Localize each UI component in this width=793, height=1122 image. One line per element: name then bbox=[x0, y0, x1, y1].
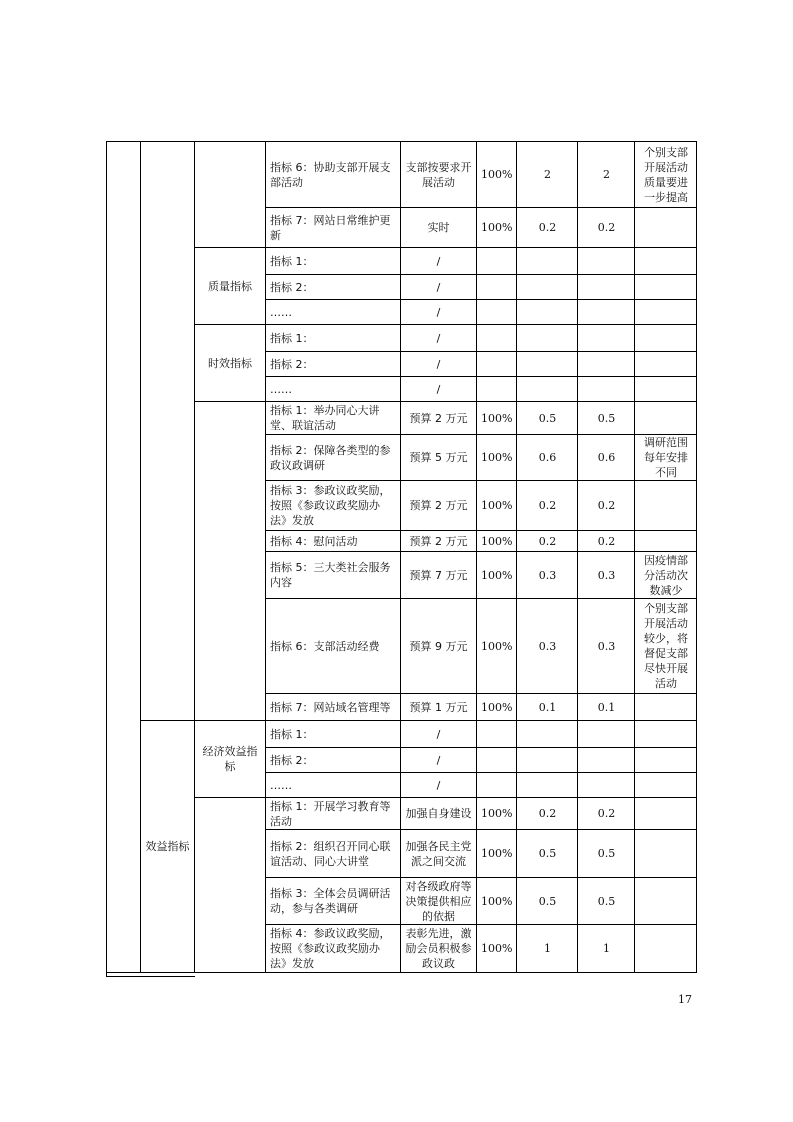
planned-value-cell: 0.3 bbox=[517, 599, 578, 694]
planned-value-cell: 0.2 bbox=[517, 531, 578, 552]
planned-value-cell bbox=[517, 248, 578, 275]
indicator-name-cell: 指标 4：慰问活动 bbox=[266, 531, 401, 552]
indicator-name-cell: 指标 1：开展学习教育等活动 bbox=[266, 798, 401, 830]
target-value-cell: 预算 9 万元 bbox=[401, 599, 477, 694]
indicator-name-cell: 指标 2：组织召开同心联谊活动、同心大讲堂 bbox=[266, 830, 401, 878]
level2-indicator-cell bbox=[195, 402, 266, 721]
actual-value-cell: 0.5 bbox=[578, 878, 635, 925]
target-value-cell: / bbox=[401, 773, 477, 798]
planned-value-cell bbox=[517, 300, 578, 325]
actual-value-cell bbox=[578, 325, 635, 352]
indicator-name-cell: 指标 2： bbox=[266, 275, 401, 300]
planned-value-cell: 0.2 bbox=[517, 798, 578, 830]
actual-value-cell: 1 bbox=[578, 925, 635, 973]
indicator-name-cell: 指标 5：三大类社会服务内容 bbox=[266, 552, 401, 599]
deviation-note-cell bbox=[635, 531, 697, 552]
planned-value-cell bbox=[517, 325, 578, 352]
actual-value-cell: 0.2 bbox=[578, 798, 635, 830]
planned-value-cell bbox=[517, 773, 578, 798]
page-number: 17 bbox=[678, 993, 692, 1006]
target-value-cell: / bbox=[401, 275, 477, 300]
actual-value-cell: 0.1 bbox=[578, 694, 635, 721]
target-value-cell: 表彰先进，激励会员积极参政议政 bbox=[401, 925, 477, 973]
weight-cell: 100% bbox=[477, 878, 517, 925]
indicator-name-cell: 指标 2： bbox=[266, 748, 401, 773]
level2-indicator-cell bbox=[195, 798, 266, 973]
planned-value-cell bbox=[517, 721, 578, 748]
indicator-name-cell: …… bbox=[266, 377, 401, 402]
indicator-name-cell: 指标 7：网站日常维护更新 bbox=[266, 208, 401, 248]
target-value-cell: 实时 bbox=[401, 208, 477, 248]
indicator-name-cell: 指标 2：保障各类型的参政议政调研 bbox=[266, 435, 401, 481]
weight-cell: 100% bbox=[477, 531, 517, 552]
level2-indicator-cell: 时效指标 bbox=[195, 325, 266, 402]
level2-indicator-cell: 质量指标 bbox=[195, 248, 266, 325]
indicator-name-cell: 指标 6：协助支部开展支部活动 bbox=[266, 142, 401, 208]
actual-value-cell: 0.2 bbox=[578, 531, 635, 552]
weight-cell: 100% bbox=[477, 435, 517, 481]
actual-value-cell: 0.3 bbox=[578, 552, 635, 599]
indicator-name-cell: …… bbox=[266, 773, 401, 798]
target-value-cell: 预算 5 万元 bbox=[401, 435, 477, 481]
weight-cell bbox=[477, 275, 517, 300]
actual-value-cell bbox=[578, 377, 635, 402]
actual-value-cell: 0.2 bbox=[578, 208, 635, 248]
indicator-name-cell: 指标 1： bbox=[266, 721, 401, 748]
deviation-note-cell bbox=[635, 377, 697, 402]
target-value-cell: 预算 2 万元 bbox=[401, 531, 477, 552]
target-value-cell: / bbox=[401, 300, 477, 325]
deviation-note-cell bbox=[635, 748, 697, 773]
level1-indicator-cell: 效益指标 bbox=[141, 721, 195, 973]
deviation-note-cell bbox=[635, 798, 697, 830]
actual-value-cell bbox=[578, 748, 635, 773]
indicator-name-cell: 指标 1： bbox=[266, 248, 401, 275]
target-value-cell: 对各级政府等决策提供相应的依据 bbox=[401, 878, 477, 925]
planned-value-cell: 0.3 bbox=[517, 552, 578, 599]
deviation-note-cell: 因疫情部分活动次数减少 bbox=[635, 552, 697, 599]
actual-value-cell: 0.5 bbox=[578, 402, 635, 435]
actual-value-cell: 2 bbox=[578, 142, 635, 208]
planned-value-cell: 0.2 bbox=[517, 208, 578, 248]
planned-value-cell: 0.5 bbox=[517, 830, 578, 878]
planned-value-cell bbox=[517, 352, 578, 377]
target-value-cell: 支部按要求开展活动 bbox=[401, 142, 477, 208]
deviation-note-cell bbox=[635, 721, 697, 748]
planned-value-cell: 0.2 bbox=[517, 481, 578, 531]
level1-indicator-cell bbox=[141, 142, 195, 721]
planned-value-cell: 1 bbox=[517, 925, 578, 973]
actual-value-cell: 0.5 bbox=[578, 830, 635, 878]
weight-cell: 100% bbox=[477, 142, 517, 208]
deviation-note-cell bbox=[635, 275, 697, 300]
target-value-cell: 预算 1 万元 bbox=[401, 694, 477, 721]
indicator-name-cell: 指标 4：参政议政奖励，按照《参政议政奖励办法》发放 bbox=[266, 925, 401, 973]
planned-value-cell bbox=[517, 748, 578, 773]
table-row bbox=[107, 325, 697, 352]
planned-value-cell: 2 bbox=[517, 142, 578, 208]
target-value-cell: / bbox=[401, 377, 477, 402]
planned-value-cell bbox=[517, 377, 578, 402]
target-value-cell: / bbox=[401, 748, 477, 773]
weight-cell bbox=[477, 248, 517, 275]
deviation-note-cell bbox=[635, 694, 697, 721]
table-row bbox=[107, 402, 697, 435]
deviation-note-cell bbox=[635, 300, 697, 325]
indicator-name-cell: …… bbox=[266, 300, 401, 325]
actual-value-cell bbox=[578, 352, 635, 377]
weight-cell bbox=[477, 748, 517, 773]
actual-value-cell: 0.6 bbox=[578, 435, 635, 481]
weight-cell bbox=[477, 773, 517, 798]
level2-indicator-cell bbox=[195, 142, 266, 248]
actual-value-cell bbox=[578, 248, 635, 275]
deviation-note-cell bbox=[635, 481, 697, 531]
indicator-name-cell: 指标 7：网站域名管理等 bbox=[266, 694, 401, 721]
deviation-note-cell bbox=[635, 248, 697, 275]
weight-cell bbox=[477, 300, 517, 325]
deviation-note-cell: 个别支部开展活动质量要进一步提高 bbox=[635, 142, 697, 208]
target-value-cell: / bbox=[401, 352, 477, 377]
deviation-note-cell: 个别支部开展活动较少，将督促支部尽快开展活动 bbox=[635, 599, 697, 694]
table-row bbox=[107, 721, 697, 748]
deviation-note-cell bbox=[635, 325, 697, 352]
indicator-name-cell: 指标 2： bbox=[266, 352, 401, 377]
weight-cell bbox=[477, 352, 517, 377]
weight-cell: 100% bbox=[477, 481, 517, 531]
deviation-note-cell bbox=[635, 830, 697, 878]
target-value-cell: / bbox=[401, 721, 477, 748]
table-row bbox=[107, 798, 697, 830]
level2-indicator-cell: 经济效益指标 bbox=[195, 721, 266, 798]
indicator-name-cell: 指标 1： bbox=[266, 325, 401, 352]
weight-cell bbox=[477, 325, 517, 352]
planned-value-cell bbox=[517, 275, 578, 300]
weight-cell: 100% bbox=[477, 694, 517, 721]
table-row bbox=[107, 142, 697, 208]
actual-value-cell bbox=[578, 721, 635, 748]
weight-cell: 100% bbox=[477, 925, 517, 973]
planned-value-cell: 0.6 bbox=[517, 435, 578, 481]
deviation-note-cell: 调研范围每年安排不同 bbox=[635, 435, 697, 481]
target-value-cell: / bbox=[401, 248, 477, 275]
deviation-note-cell bbox=[635, 925, 697, 973]
deviation-note-cell bbox=[635, 773, 697, 798]
deviation-note-cell bbox=[635, 208, 697, 248]
actual-value-cell: 0.2 bbox=[578, 481, 635, 531]
target-value-cell: 预算 7 万元 bbox=[401, 552, 477, 599]
target-value-cell: 预算 2 万元 bbox=[401, 402, 477, 435]
level1-category-cell bbox=[107, 142, 141, 973]
weight-cell: 100% bbox=[477, 402, 517, 435]
indicator-name-cell: 指标 6：支部活动经费 bbox=[266, 599, 401, 694]
actual-value-cell bbox=[578, 300, 635, 325]
table-row bbox=[107, 248, 697, 275]
weight-cell: 100% bbox=[477, 208, 517, 248]
weight-cell: 100% bbox=[477, 599, 517, 694]
indicator-name-cell: 指标 3：参政议政奖励，按照《参政议政奖励办法》发放 bbox=[266, 481, 401, 531]
deviation-note-cell bbox=[635, 878, 697, 925]
target-value-cell: 预算 2 万元 bbox=[401, 481, 477, 531]
target-value-cell: 加强各民主党派之间交流 bbox=[401, 830, 477, 878]
deviation-note-cell bbox=[635, 352, 697, 377]
deviation-note-cell bbox=[635, 402, 697, 435]
weight-cell: 100% bbox=[477, 552, 517, 599]
weight-cell bbox=[477, 377, 517, 402]
actual-value-cell: 0.3 bbox=[578, 599, 635, 694]
weight-cell: 100% bbox=[477, 830, 517, 878]
indicator-name-cell: 指标 3：全体会员调研活动，参与各类调研 bbox=[266, 878, 401, 925]
weight-cell: 100% bbox=[477, 798, 517, 830]
actual-value-cell bbox=[578, 773, 635, 798]
planned-value-cell: 0.1 bbox=[517, 694, 578, 721]
target-value-cell: / bbox=[401, 325, 477, 352]
actual-value-cell bbox=[578, 275, 635, 300]
planned-value-cell: 0.5 bbox=[517, 402, 578, 435]
performance-indicator-table bbox=[106, 141, 697, 973]
target-value-cell: 加强自身建设 bbox=[401, 798, 477, 830]
planned-value-cell: 0.5 bbox=[517, 878, 578, 925]
weight-cell bbox=[477, 721, 517, 748]
indicator-name-cell: 指标 1：举办同心大讲堂、联谊活动 bbox=[266, 402, 401, 435]
